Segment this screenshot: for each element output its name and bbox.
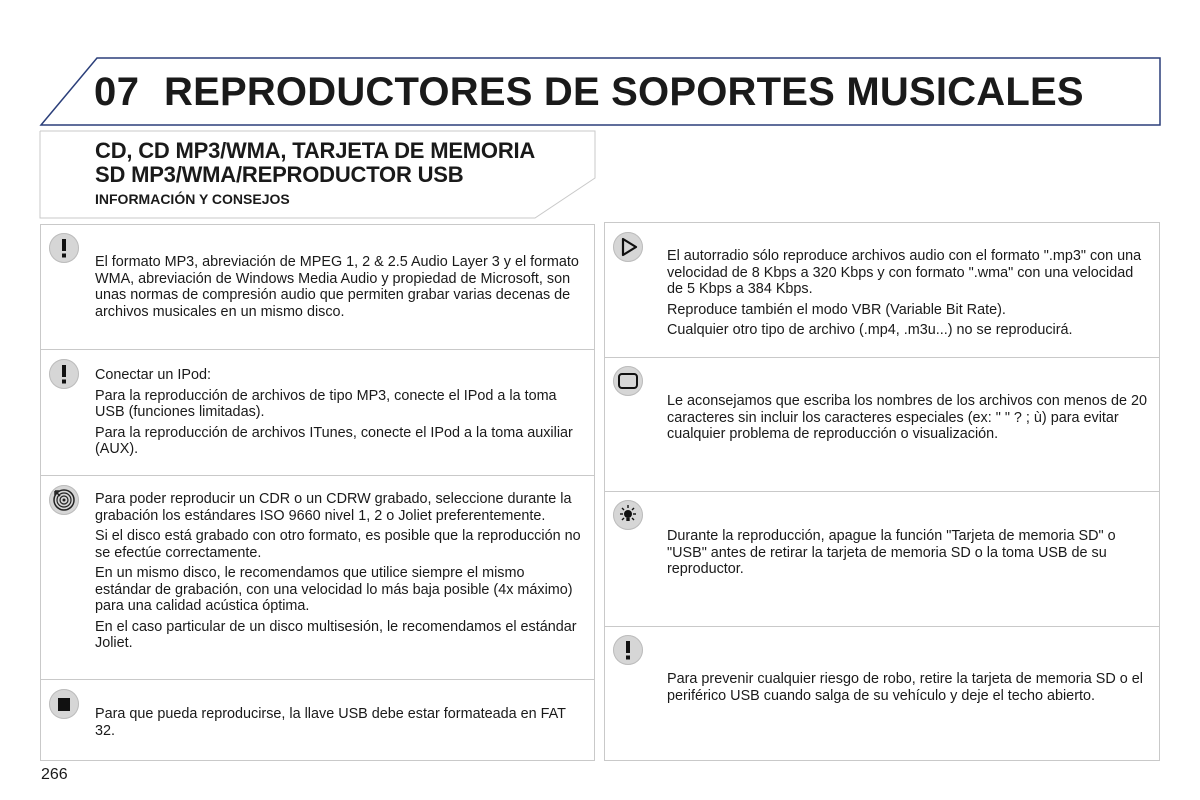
exclamation-icon — [613, 635, 643, 665]
info-text-box-4 — [95, 706, 583, 743]
rounded-square-icon — [613, 366, 643, 396]
page-number: 266 — [41, 766, 68, 783]
paragraph: Para la reproducción de archivos ITunes, conecte el IPod a la toma auxiliar (AUX). — [95, 424, 573, 457]
info-text-box-7 — [667, 528, 1152, 582]
divider — [605, 626, 1159, 627]
paragraph: Para prevenir cualquier riesgo de robo, retire la tarjeta de memoria SD o el periférico USB cuando salga de su vehículo y deje el techo abierto. — [667, 671, 1143, 704]
exclamation-icon — [49, 233, 79, 263]
info-text-box-6 — [667, 393, 1152, 447]
chapter-number: 07 — [94, 70, 140, 114]
info-text-box-2 — [95, 367, 583, 462]
paragraph: El formato MP3, abreviación de MPEG 1, 2 & 2.5 Audio Layer 3 y el formato WMA, abreviación de Windows Media Audio y propiedad de Microsoft, son unas normas de compresión audio que permiten grabar varias decenas de archivos musicales en un mismo disco. — [95, 254, 579, 320]
info-text-box-5 — [667, 248, 1152, 343]
paragraph: Reproduce también el modo VBR (Variable Bit Rate). — [667, 301, 1006, 318]
info-text-box-8 — [667, 671, 1152, 708]
section-title-line2: SD MP3/WMA/REPRODUCTOR USB — [95, 162, 464, 187]
section-title-line1: CD, CD MP3/WMA, TARJETA DE MEMORIA — [95, 138, 536, 163]
section-subtitle: INFORMACIÓN Y CONSEJOS — [95, 191, 290, 207]
divider — [41, 475, 594, 476]
paragraph: Para que pueda reproducirse, la llave USB debe estar formateada en FAT 32. — [95, 706, 566, 739]
paragraph: En el caso particular de un disco multisesión, le recomendamos el estándar Joliet. — [95, 618, 577, 651]
paragraph: Durante la reproducción, apague la función "Tarjeta de memoria SD" o "USB" antes de retirar la tarjeta de memoria SD o la toma USB de su reproductor. — [667, 528, 1116, 577]
info-text-box-1 — [95, 254, 583, 324]
left-column — [40, 224, 595, 761]
divider — [605, 491, 1159, 492]
play-icon — [613, 232, 643, 262]
paragraph: El autorradio sólo reproduce archivos audio con el formato ".mp3" con una velocidad de 8 Kbps a 320 Kbps y con formato ".wma" con una velocidad de 5 Kbps a 384 Kbps. — [667, 248, 1142, 297]
paragraph: Le aconsejamos que escriba los nombres de los archivos con menos de 20 caracteres sin incluir los caracteres especiales (ex: " " ? ; ù) para evitar cualquier problema de reproducción o visualización. — [667, 393, 1147, 442]
chapter-title: REPRODUCTORES DE SOPORTES MUSICALES — [164, 70, 1084, 114]
paragraph: Para poder reproducir un CDR o un CDRW grabado, seleccione durante la grabación los estándares ISO 9660 nivel 1, 2 o Joliet preferentemente. — [95, 491, 572, 524]
exclamation-icon — [49, 359, 79, 389]
divider — [605, 357, 1159, 358]
divider — [41, 349, 594, 350]
paragraph: Para la reproducción de archivos de tipo MP3, conecte el IPod a la toma USB (funciones limitadas). — [95, 387, 557, 420]
divider — [41, 679, 594, 680]
right-column — [604, 222, 1160, 761]
paragraph: Cualquier otro tipo de archivo (.mp4, .m3u...) no se reproducirá. — [667, 322, 1073, 338]
stop-icon — [49, 689, 79, 719]
paragraph: En un mismo disco, le recomendamos que utilice siempre el mismo estándar de grabación, con una velocidad lo más baja posible (4x máximo) para una calidad acústica óptima. — [95, 565, 573, 614]
paragraph: Conectar un IPod: — [95, 367, 211, 383]
disc-icon — [49, 485, 79, 515]
info-text-box-3 — [95, 491, 583, 656]
lightbulb-icon — [613, 500, 643, 530]
paragraph: Si el disco está grabado con otro formato, es posible que la reproducción no se efectúe correctamente. — [95, 528, 581, 561]
